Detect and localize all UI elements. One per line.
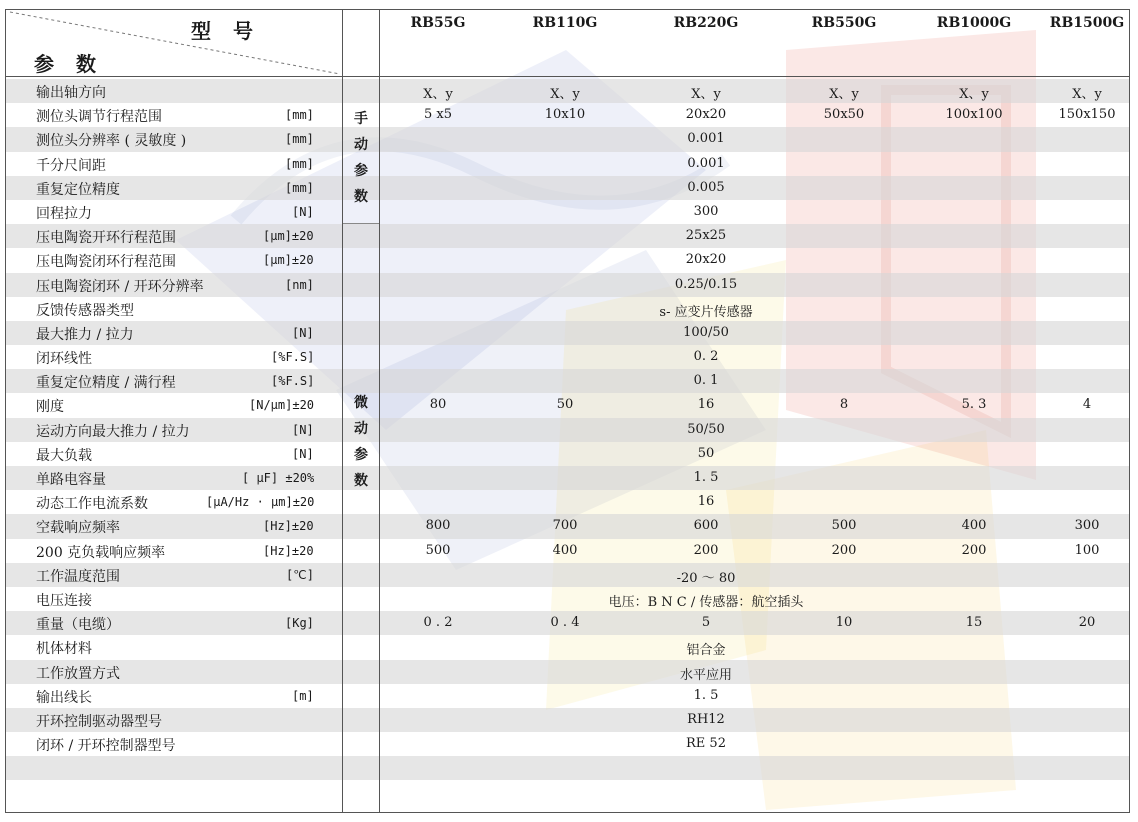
value-cell: 0.005: [687, 179, 725, 195]
value-cell: 水平应用: [679, 667, 733, 683]
table-row: [6, 635, 1130, 659]
group-char: 微: [354, 395, 368, 411]
param-name: 闭环线性: [36, 351, 92, 368]
table-row: [6, 393, 1130, 417]
table-row: [6, 539, 1130, 563]
param-name: 电压连接: [36, 592, 92, 609]
value-cell: 50: [556, 397, 574, 413]
param-name: 工作温度范围: [36, 568, 120, 585]
param-unit: [N]: [292, 422, 314, 437]
spec-table: [5, 9, 1130, 813]
value-cell: 16: [697, 494, 715, 510]
table-row: [6, 684, 1130, 708]
value-cell: 0 . 4: [550, 615, 580, 631]
param-unit: [mm]: [285, 132, 314, 147]
value-cell: 8: [839, 397, 849, 413]
group-divider: [343, 223, 379, 224]
value-cell: 25x25: [685, 228, 727, 244]
value-cell: X、y: [550, 87, 580, 102]
table-row: [6, 732, 1130, 756]
header-model-label: 型号: [191, 19, 275, 43]
value-cell: 0.001: [687, 131, 725, 147]
value-cell: 150x150: [1058, 107, 1116, 123]
value-cell: 100x100: [945, 107, 1003, 123]
param-unit: [Kg]: [285, 616, 314, 631]
param-unit: [mm]: [285, 180, 314, 195]
param-unit: [ μF] ±20%: [242, 471, 315, 485]
model-header-rb220g: RB220G: [673, 15, 739, 31]
param-name: 闭环 / 开环控制器型号: [36, 738, 176, 755]
param-name: 回程拉力: [36, 205, 92, 222]
group-char: 参: [354, 163, 368, 179]
group-label-manual: [343, 106, 379, 210]
group-char: 动: [354, 421, 368, 437]
value-cell: RH12: [687, 711, 725, 727]
value-cell: s- 应变片传感器: [659, 304, 753, 320]
value-cell: 100/50: [683, 324, 729, 340]
value-cell: 50x50: [823, 107, 865, 123]
value-cell: 5. 3: [961, 397, 987, 413]
table-row: [6, 79, 1130, 103]
value-cell: 80: [429, 397, 447, 413]
param-name: 机体材料: [36, 641, 92, 658]
table-row: [6, 200, 1130, 224]
model-header-rb1500g: RB1500G: [1049, 15, 1125, 31]
value-cell: 1. 5: [693, 687, 719, 703]
param-unit: [N]: [292, 204, 314, 219]
value-cell: -20 ～ 80: [676, 570, 736, 586]
param-unit: [nm]: [285, 277, 314, 292]
divider-line: [6, 76, 1130, 77]
value-cell: 20: [1078, 615, 1096, 631]
param-unit: [μm]±20: [263, 253, 314, 268]
table-row: [6, 273, 1130, 297]
param-name: 空载响应频率: [36, 520, 120, 537]
param-name: 千分尺间距: [36, 157, 106, 174]
param-unit: [N/μm]±20: [249, 398, 315, 413]
value-cell: 电压：B N C / 传感器：航空插头: [608, 594, 804, 610]
param-name: 刚度: [36, 399, 64, 416]
parameter-rows: [6, 79, 1130, 805]
model-header-rb110g: RB110G: [532, 15, 598, 31]
value-cell: 0. 2: [693, 349, 719, 365]
model-header-rb550g: RB550G: [811, 15, 877, 31]
param-unit: [mm]: [285, 108, 314, 123]
value-cell: 200: [831, 542, 857, 558]
param-name: 开环控制驱动器型号: [36, 713, 162, 730]
table-row: [6, 418, 1130, 442]
value-cell: 5: [701, 615, 711, 631]
table-row: [6, 248, 1130, 272]
param-name: 单路电容量: [36, 472, 106, 488]
value-cell: 1. 5: [693, 470, 719, 485]
value-cell: 400: [961, 518, 987, 534]
value-cell: X、y: [829, 87, 859, 102]
group-char: 数: [354, 189, 368, 205]
group-label-micro: [343, 390, 379, 494]
value-cell: 5 x5: [423, 107, 453, 123]
value-cell: RE 52: [686, 736, 726, 752]
param-unit: [N]: [292, 446, 314, 461]
group-char: 动: [354, 137, 368, 153]
table-row: [6, 780, 1130, 804]
divider-line: [379, 10, 380, 813]
param-unit: [%F.S]: [271, 350, 315, 365]
value-cell: 800: [425, 518, 451, 534]
table-row: [6, 345, 1130, 369]
param-unit: [Hz]±20: [263, 519, 314, 534]
param-unit: [mm]: [285, 156, 314, 171]
value-cell: 50: [697, 445, 715, 461]
table-row: [6, 611, 1130, 635]
param-name: 200 克负载响应频率: [36, 544, 166, 561]
group-char: 手: [354, 111, 368, 127]
value-cell: X、y: [423, 87, 453, 102]
value-cell: 20x20: [685, 107, 727, 123]
table-row: [6, 127, 1130, 151]
value-cell: 铝合金: [686, 643, 726, 659]
param-name: 重量（电缆）: [36, 617, 120, 634]
model-header-rb1000g: RB1000G: [936, 15, 1012, 31]
value-cell: 700: [552, 518, 578, 534]
value-cell: 10: [835, 615, 853, 631]
value-cell: X、y: [691, 87, 721, 102]
table-row: [6, 442, 1130, 466]
value-cell: 10x10: [544, 107, 586, 123]
param-name: 动态工作电流系数: [36, 496, 148, 513]
value-cell: 0.001: [687, 155, 725, 171]
divider-line: [342, 10, 343, 813]
value-cell: 15: [965, 615, 983, 631]
value-cell: 200: [961, 542, 987, 558]
value-cell: 500: [831, 518, 857, 534]
model-header-row: [379, 10, 1130, 76]
table-row: [6, 708, 1130, 732]
table-row: [6, 369, 1130, 393]
param-unit: [N]: [292, 325, 314, 340]
table-row: [6, 103, 1130, 127]
value-cell: 50/50: [687, 421, 725, 437]
param-name: 最大负载: [36, 447, 92, 464]
value-cell: 20x20: [685, 252, 727, 268]
param-name: 重复定位精度: [36, 181, 120, 198]
value-cell: 400: [552, 542, 578, 558]
table-row: [6, 514, 1130, 538]
param-name: 输出线长: [36, 689, 92, 706]
table-row: [6, 297, 1130, 321]
table-row: [6, 176, 1130, 200]
header-param-label: 参数: [34, 52, 118, 76]
table-row: [6, 660, 1130, 684]
value-cell: 300: [1074, 518, 1100, 534]
table-row: [6, 563, 1130, 587]
param-unit: [μm]±20: [263, 229, 314, 244]
value-cell: X、y: [1072, 87, 1102, 102]
param-name: 测位头调节行程范围: [36, 109, 162, 126]
param-unit: [%F.S]: [271, 374, 315, 389]
param-name: 输出轴方向: [36, 85, 106, 101]
value-cell: 600: [693, 518, 719, 534]
group-char: 数: [354, 473, 368, 489]
param-name: 压电陶瓷闭环行程范围: [36, 254, 176, 271]
param-name: 最大推力 / 拉力: [36, 326, 134, 343]
table-row: [6, 224, 1130, 248]
value-cell: 300: [693, 203, 719, 219]
param-name: 测位头分辨率 ( 灵敏度 ): [36, 133, 187, 150]
table-row: [6, 466, 1130, 490]
table-row: [6, 490, 1130, 514]
value-cell: 0.25/0.15: [674, 276, 738, 292]
value-cell: 500: [425, 542, 451, 558]
group-char: 参: [354, 447, 368, 463]
model-header-rb55g: RB55G: [410, 15, 466, 31]
param-unit: [Hz]±20: [263, 543, 314, 558]
param-name: 反馈传感器类型: [36, 302, 134, 319]
param-name: 重复定位精度 / 满行程: [36, 375, 176, 392]
value-cell: X、y: [959, 87, 989, 102]
value-cell: 0. 1: [693, 373, 719, 389]
value-cell: 100: [1074, 542, 1100, 558]
param-name: 压电陶瓷开环行程范围: [36, 230, 176, 247]
table-row: [6, 587, 1130, 611]
value-cell: 16: [697, 397, 715, 413]
value-cell: 4: [1082, 397, 1092, 413]
param-unit: [μA/Hz · μm]±20: [206, 495, 315, 510]
param-name: 工作放置方式: [36, 665, 120, 682]
param-unit: [℃]: [286, 567, 314, 582]
param-name: 压电陶瓷闭环 / 开环分辨率: [36, 278, 204, 295]
table-row: [6, 321, 1130, 345]
value-cell: 200: [693, 542, 719, 558]
table-row: [6, 756, 1130, 780]
param-unit: [m]: [292, 688, 314, 703]
value-cell: 0 . 2: [423, 615, 453, 631]
param-name: 运动方向最大推力 / 拉力: [36, 423, 190, 440]
table-row: [6, 152, 1130, 176]
